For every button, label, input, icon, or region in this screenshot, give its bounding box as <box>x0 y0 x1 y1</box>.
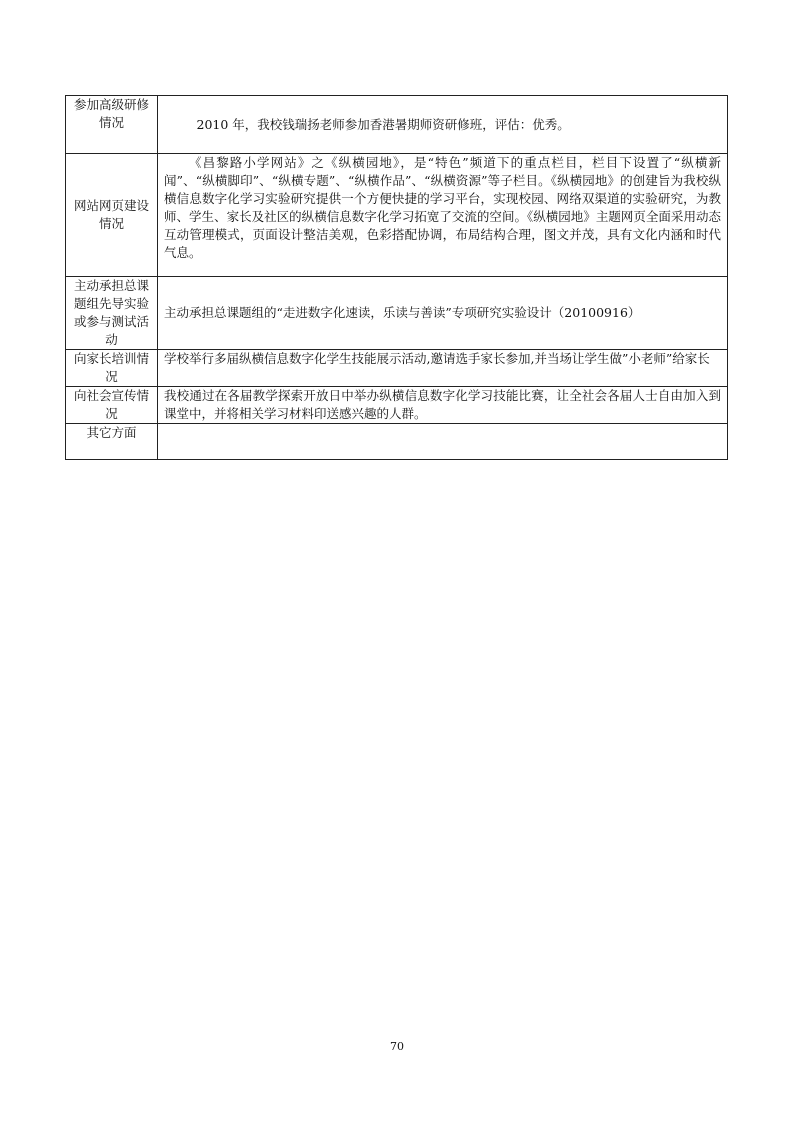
row-label: 参加高级研修情况 <box>66 96 158 154</box>
row-content <box>158 154 728 277</box>
page-number: 70 <box>390 1040 404 1053</box>
table-row-public-publicity <box>66 387 728 424</box>
table-row-parent-training <box>66 350 728 387</box>
table-row-advanced-training <box>66 96 728 154</box>
row-label: 主动承担总课题组先导实验或参与测试活动 <box>66 277 158 350</box>
row-label: 向家长培训情况 <box>66 350 158 387</box>
row-label: 向社会宣传情况 <box>66 387 158 424</box>
row-content: 主动承担总课题组的“走进数字化速读，乐读与善读”专项研究实验设计（20100916） <box>158 277 728 350</box>
row-content: 学校举行多届纵横信息数字化学生技能展示活动,邀请选手家长参加,并当场让学生做”小老师”给家长 <box>158 350 728 387</box>
row-content <box>158 96 728 154</box>
table-row-pilot-experiment <box>66 277 728 350</box>
row-label: 其它方面 <box>66 424 158 460</box>
row-content-text: 《昌黎路小学网站》之《纵横园地》，是“特色”频道下的重点栏目，栏目下设置了“纵横新闻”、“纵横脚印”、“纵横专题”、“纵横作品”、“纵横资源”等子栏目。《纵横园地》的创建旨为我校纵横信息数字化学习实验研究提供一个方便快捷的学习平台，实现校园、网络双渠道的实验研究，为教师、学生、家长及社区的纵横信息数字化学习拓宽了交流的空间。《纵横园地》主题网页全面采用动态互动管理模式，页面设计整洁美观，色彩搭配协调，布局结构合理，图文并茂，具有文化内涵和时代气息。 <box>164 155 721 260</box>
report-table <box>65 95 728 460</box>
table-row-website-construction <box>66 154 728 277</box>
row-content <box>158 424 728 460</box>
table-row-other <box>66 424 728 460</box>
row-label: 网站网页建设情况 <box>66 154 158 277</box>
row-content-text: 2010 年，我校钱瑞扬老师参加香港暑期师资研修班，评估：优秀。 <box>196 116 570 132</box>
row-content: 我校通过在各届教学探索开放日中举办纵横信息数字化学习技能比赛，让全社会各届人士自由加入到课堂中，并将相关学习材料印送感兴趣的人群。 <box>158 387 728 424</box>
